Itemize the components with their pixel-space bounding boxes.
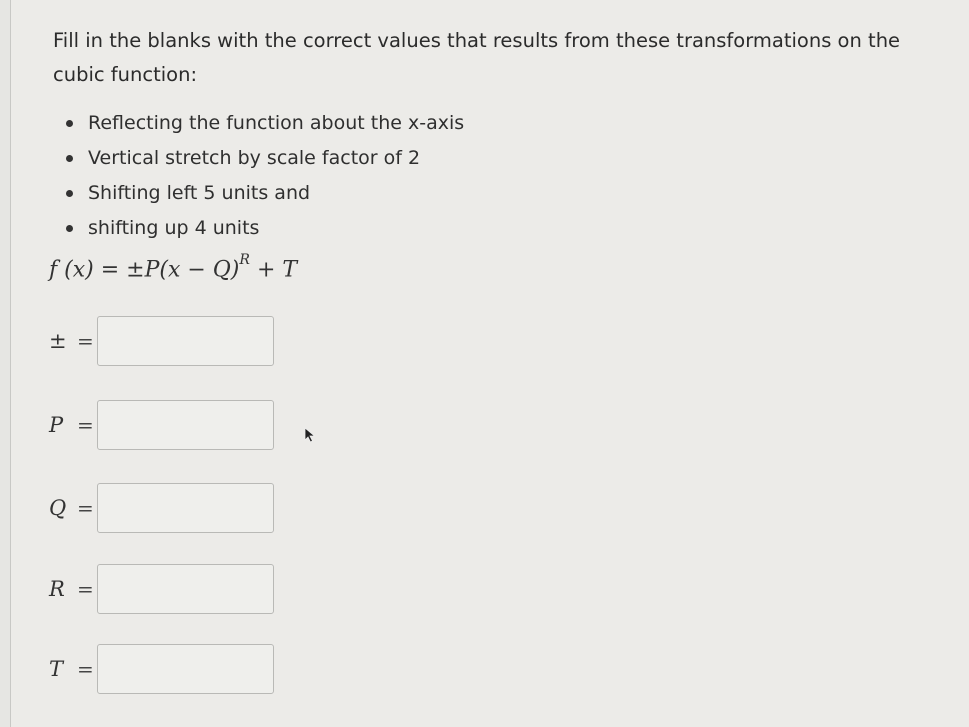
bullet-icon — [66, 155, 73, 162]
equals-sign: = — [77, 413, 94, 437]
sign-answer-input[interactable] — [97, 316, 274, 366]
equals-sign: = — [77, 496, 94, 520]
equals-sign: = — [77, 577, 94, 601]
list-item: Shifting left 5 units and — [63, 176, 464, 211]
answer-row-t — [49, 643, 274, 695]
bullet-icon — [66, 225, 73, 232]
answer-row-p — [49, 399, 274, 451]
list-item: Reflecting the function about the x-axis — [63, 106, 464, 141]
transformation-list — [63, 106, 464, 246]
bullet-icon — [66, 120, 73, 127]
answer-row-q — [49, 482, 274, 534]
question-instructions: Fill in the blanks with the correct values that results from these transformations on the cubic function: — [53, 29, 901, 86]
answer-label: ± — [49, 329, 67, 353]
answer-label: P — [49, 413, 64, 437]
equals-sign: = — [77, 329, 94, 353]
q-answer-input[interactable] — [97, 483, 274, 533]
function-formula: f $(x) = \pm P(x - Q)^R + T$ — [49, 252, 298, 283]
list-item: shifting up 4 units — [63, 211, 464, 246]
question-panel — [10, 0, 969, 727]
t-answer-input[interactable] — [97, 644, 274, 694]
answer-row-r — [49, 563, 274, 615]
bullet-icon — [66, 190, 73, 197]
mouse-pointer-icon — [304, 427, 316, 443]
answer-row-sign — [49, 315, 274, 367]
equals-sign: = — [77, 657, 94, 681]
formula-exponent: R — [239, 252, 250, 268]
r-answer-input[interactable] — [97, 564, 274, 614]
answer-label: Q — [49, 496, 67, 520]
answer-label: R — [49, 577, 65, 601]
answer-label: T — [49, 657, 64, 681]
list-item: Vertical stretch by scale factor of 2 — [63, 141, 464, 176]
p-answer-input[interactable] — [97, 400, 274, 450]
